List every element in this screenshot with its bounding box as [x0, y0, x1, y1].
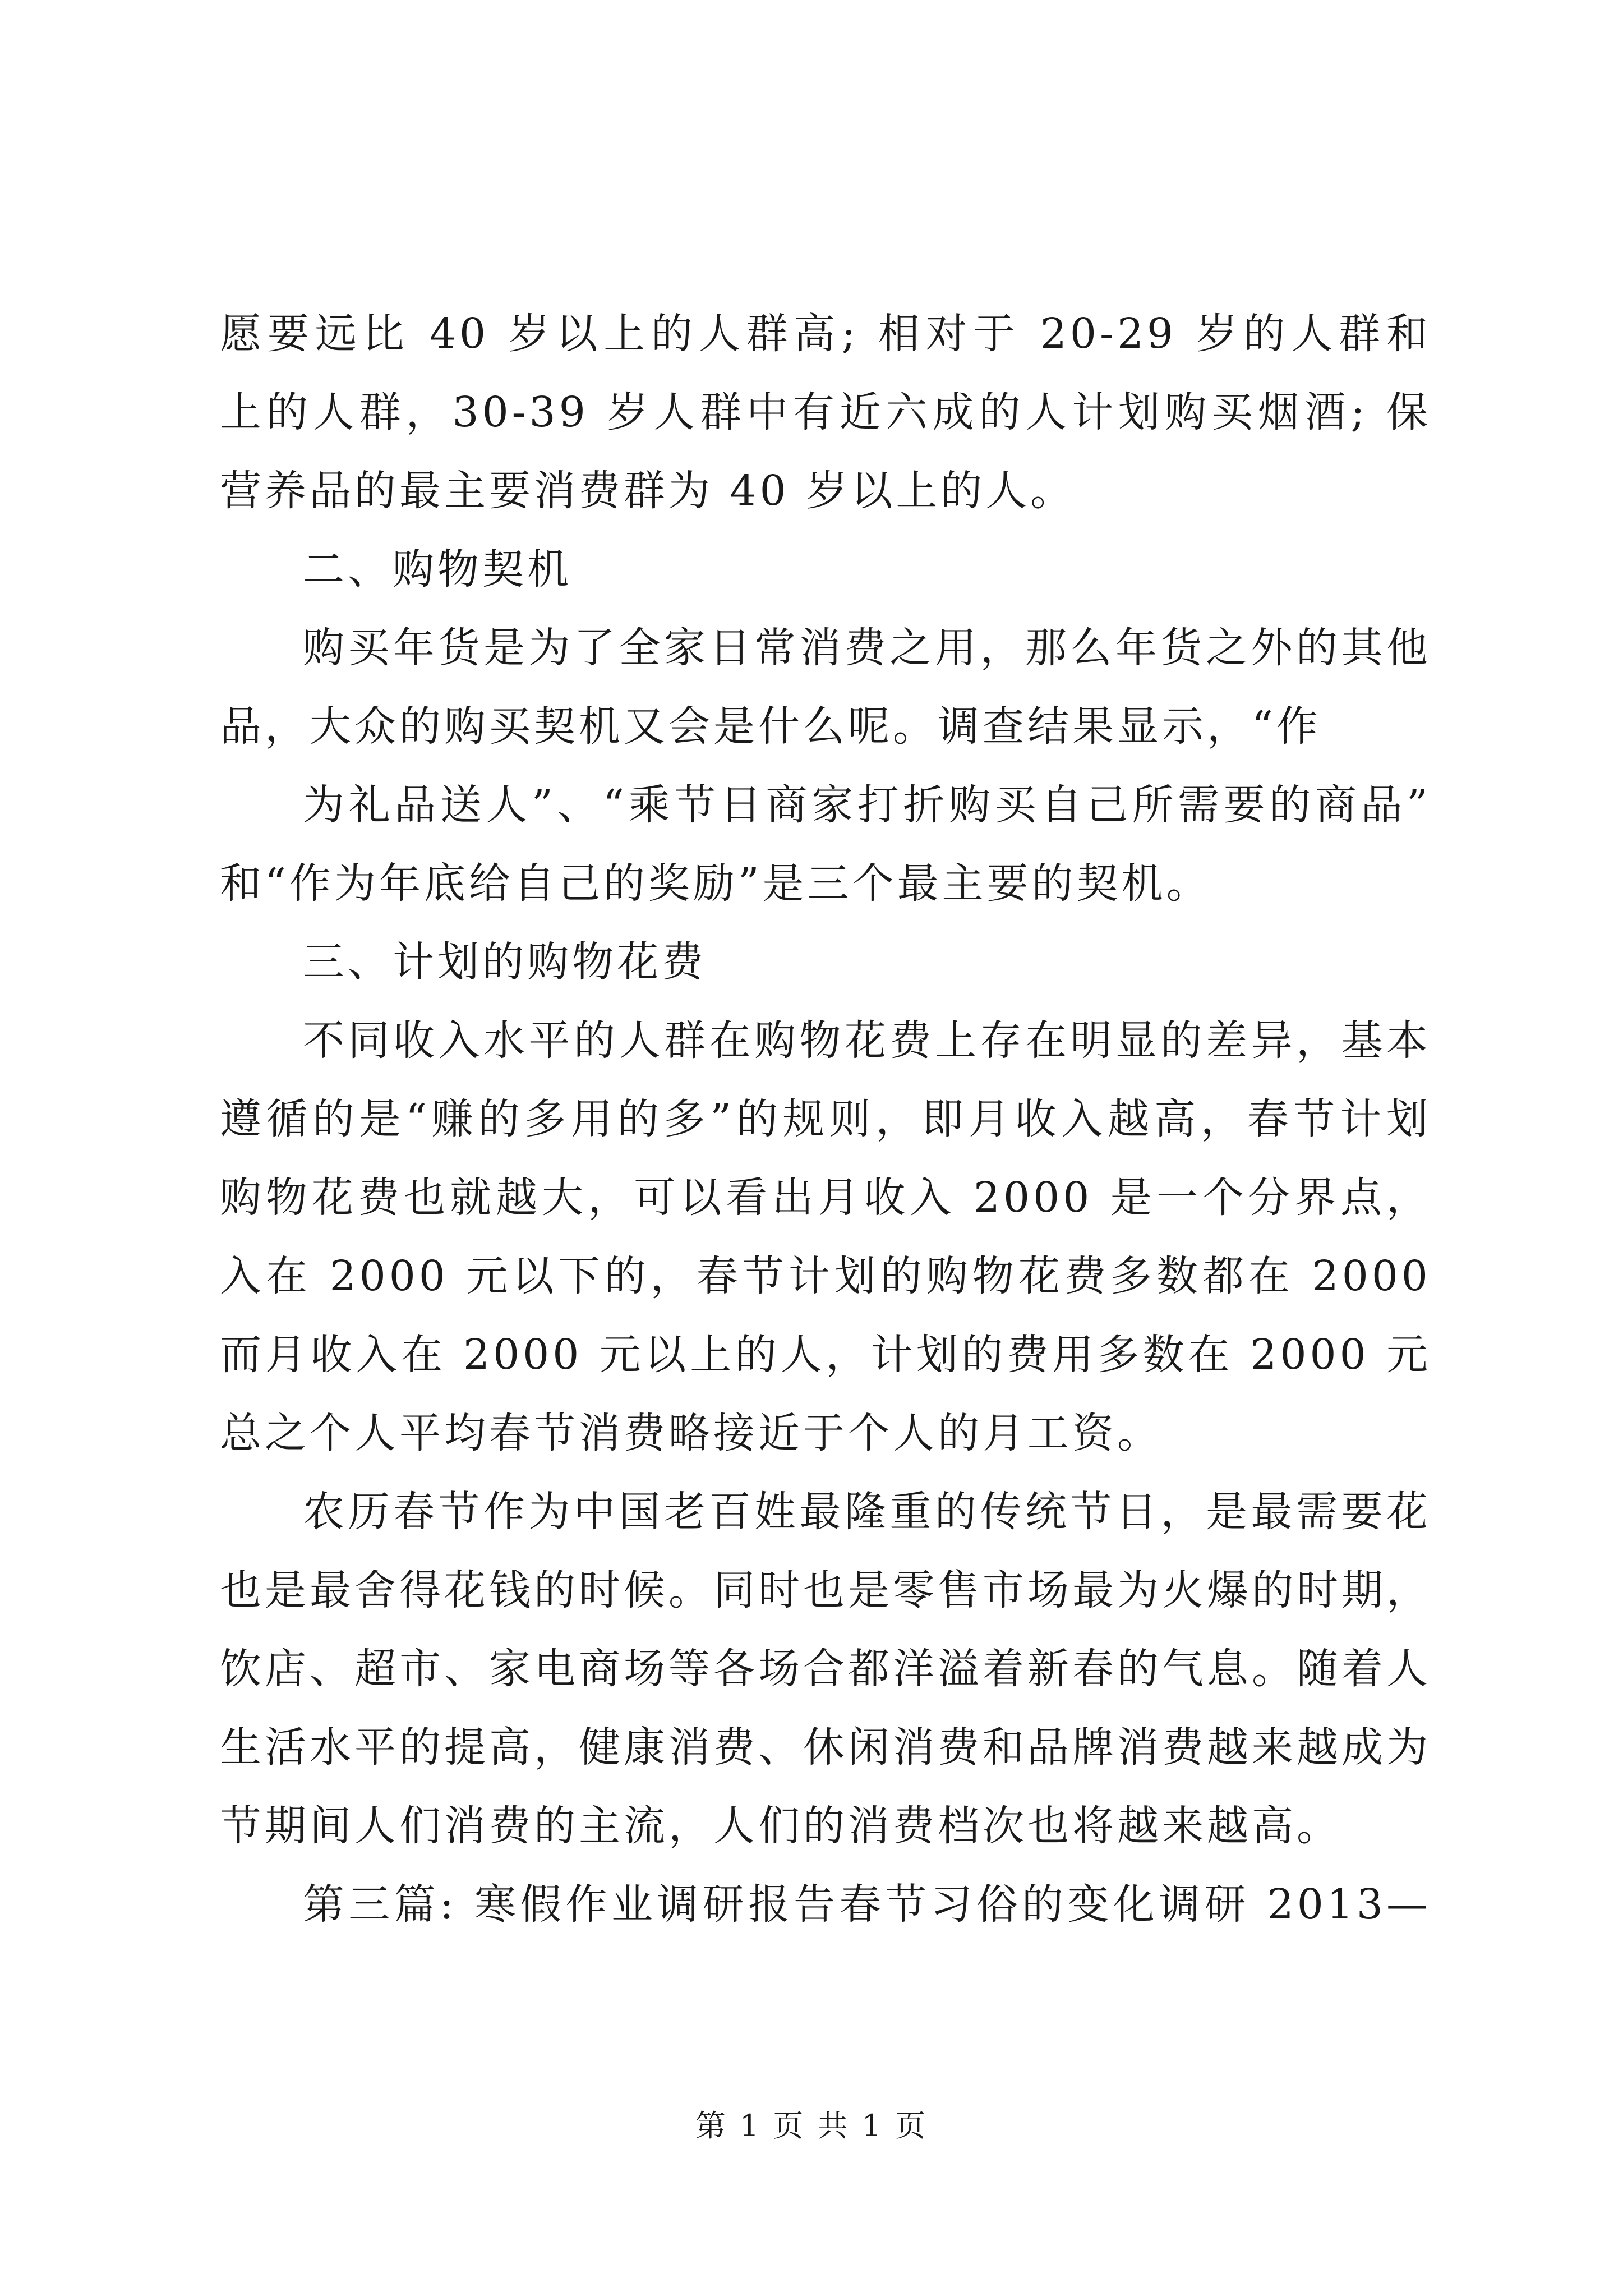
section-heading: 三、计划的购物花费: [303, 938, 707, 986]
text-line: 不同收入水平的人群在购物花费上存在明显的差异，基本: [303, 1016, 1431, 1065]
text-line: 和“作为年底给自己的奖励”是三个最主要的契机。: [220, 859, 1211, 908]
text-line: 节期间人们消费的主流，人们的消费档次也将越来越高。: [220, 1802, 1341, 1850]
text-line: 生活水平的提高，健康消费、休闲消费和品牌消费越来越成为: [220, 1723, 1431, 1772]
text-line: 购物花费也就越大，可以看出月收入 2000 是一个分界点，: [220, 1174, 1431, 1222]
text-line: 总之个人平均春节消费略接近于个人的月工资。: [220, 1409, 1162, 1457]
text-line: 饮店、超市、家电商场等各场合都洋溢着新春的气息。随着人: [220, 1645, 1431, 1693]
text-line: 也是最舍得花钱的时候。同时也是零售市场最为火爆的时期，: [220, 1566, 1431, 1614]
text-line: 入在 2000 元以下的，春节计划的购物花费多数都在 2000: [220, 1252, 1431, 1300]
text-line: 第三篇: 寒假作业调研报告春节习俗的变化调研 2013—: [303, 1880, 1431, 1929]
text-line: 上的人群，30-39 岁人群中有近六成的人计划购买烟酒; 保: [220, 388, 1431, 436]
page-number-footer: 第 1 页 共 1 页: [695, 2108, 928, 2143]
text-line: 遵循的是“赚的多用的多”的规则，即月收入越高，春节计划: [220, 1095, 1431, 1143]
section-heading: 二、购物契机: [303, 545, 572, 593]
text-line: 营养品的最主要消费群为 40 岁以上的人。: [220, 467, 1076, 515]
text-line: 愿要远比 40 岁以上的人群高; 相对于 20-29 岁的人群和: [220, 310, 1431, 358]
text-line: 农历春节作为中国老百姓最隆重的传统节日，是最需要花: [303, 1488, 1431, 1536]
text-line: 品，大众的购买契机又会是什么呢。调查结果显示，“作: [220, 702, 1321, 751]
text-line: 而月收入在 2000 元以上的人，计划的费用多数在 2000 元: [220, 1331, 1431, 1379]
text-line: 购买年货是为了全家日常消费之用，那么年货之外的其他: [303, 624, 1431, 672]
text-line: 为礼品送人”、“乘节日商家打折购买自己所需要的商品”: [303, 781, 1431, 829]
